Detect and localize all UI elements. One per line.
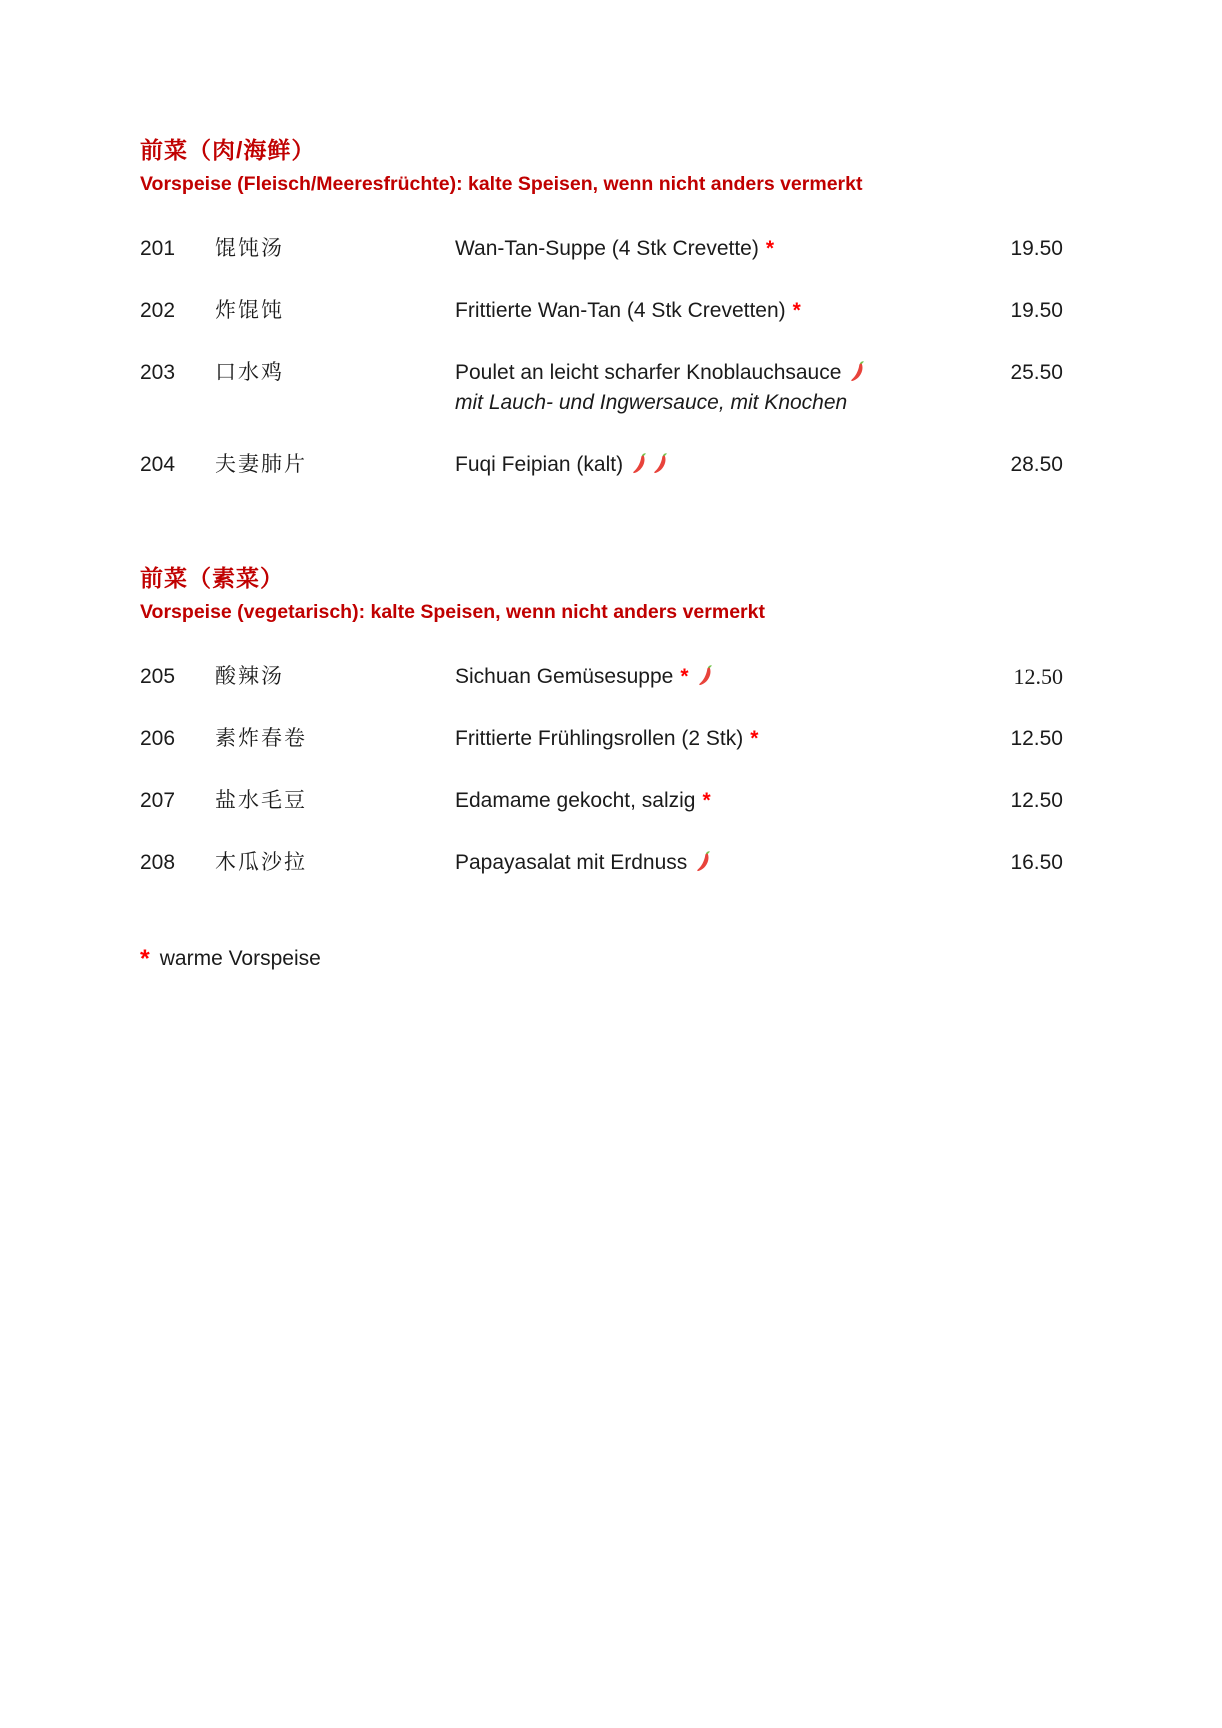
item-description: Fuqi Feipian (kalt) xyxy=(455,453,624,476)
chili-icon xyxy=(653,452,669,475)
section-subtitle: Vorspeise (Fleisch/Meeresfrüchte): kalte Speisen, wenn nicht anders vermerkt xyxy=(140,173,863,195)
menu-row xyxy=(140,296,1063,326)
section-rows xyxy=(140,662,1063,878)
menu-row xyxy=(140,234,1063,264)
spice-icons xyxy=(845,361,866,384)
item-price: 12.50 xyxy=(1010,789,1063,812)
warm-asterisk: * xyxy=(750,727,759,750)
chili-icon xyxy=(698,664,714,687)
item-name-zh: 木瓜沙拉 xyxy=(215,851,307,874)
section-title-zh: 前菜（素菜） xyxy=(140,565,284,591)
section-title-zh: 前菜（肉/海鲜） xyxy=(140,137,316,163)
item-number: 201 xyxy=(140,237,176,260)
item-number: 207 xyxy=(140,789,176,812)
item-number: 206 xyxy=(140,727,176,750)
footnote xyxy=(140,944,321,974)
item-description-cell xyxy=(455,234,951,264)
item-description-cell xyxy=(455,358,951,418)
warm-asterisk: * xyxy=(702,789,711,812)
item-name-zh: 盐水毛豆 xyxy=(215,789,307,812)
item-name-zh: 素炸春卷 xyxy=(215,727,307,750)
item-description: Frittierte Wan-Tan (4 Stk Crevetten) xyxy=(455,299,786,322)
item-number: 208 xyxy=(140,851,176,874)
item-description: Poulet an leicht scharfer Knoblauchsauce xyxy=(455,361,842,384)
spice-icons xyxy=(627,453,669,476)
item-price: 12.50 xyxy=(1010,727,1063,750)
item-price: 12.50 xyxy=(1013,664,1063,689)
menu-row xyxy=(140,848,1063,878)
item-price: 16.50 xyxy=(1010,851,1063,874)
item-price: 28.50 xyxy=(1010,453,1063,476)
section-subtitle: Vorspeise (vegetarisch): kalte Speisen, wenn nicht anders vermerkt xyxy=(140,601,765,623)
footnote-text: warme Vorspeise xyxy=(159,947,321,970)
item-description: Frittierte Frühlingsrollen (2 Stk) xyxy=(455,727,744,750)
item-number: 202 xyxy=(140,299,176,322)
item-description: Edamame gekocht, salzig xyxy=(455,789,696,812)
item-name-zh: 酸辣汤 xyxy=(215,665,284,688)
item-name-zh: 夫妻肺片 xyxy=(215,453,307,476)
item-description: Sichuan Gemüsesuppe xyxy=(455,665,674,688)
menu-section xyxy=(140,134,1063,512)
warm-asterisk: * xyxy=(680,665,689,688)
section-rows xyxy=(140,234,1063,480)
warm-asterisk: * xyxy=(792,299,801,322)
menu-row xyxy=(140,450,1063,480)
item-description-cell xyxy=(455,724,951,754)
item-price: 25.50 xyxy=(1010,361,1063,384)
item-number: 205 xyxy=(140,665,176,688)
menu-row xyxy=(140,662,1063,692)
item-name-zh: 口水鸡 xyxy=(215,361,284,384)
warm-asterisk: * xyxy=(765,237,775,260)
chili-icon xyxy=(850,360,866,383)
spice-icons xyxy=(691,851,712,874)
item-description-cell xyxy=(455,296,951,326)
item-description: Wan-Tan-Suppe (4 Stk Crevette) xyxy=(455,237,759,260)
item-name-zh: 馄饨汤 xyxy=(215,237,284,260)
item-description-cell xyxy=(455,786,951,816)
chili-icon xyxy=(696,850,712,873)
item-price: 19.50 xyxy=(1010,299,1063,322)
menu-row xyxy=(140,358,1063,418)
item-number: 203 xyxy=(140,361,176,384)
menu-section xyxy=(140,562,1063,910)
chili-icon xyxy=(632,452,648,475)
spice-icons xyxy=(693,665,714,688)
item-price: 19.50 xyxy=(1010,237,1063,260)
item-description-cell xyxy=(455,450,951,480)
item-description-cell xyxy=(455,662,951,692)
item-description: Papayasalat mit Erdnuss xyxy=(455,851,688,874)
item-number: 204 xyxy=(140,453,176,476)
item-name-zh: 炸馄饨 xyxy=(215,299,284,322)
footnote-asterisk: * xyxy=(140,945,150,973)
item-description-cell xyxy=(455,848,951,878)
item-note: mit Lauch- und Ingwersauce, mit Knochen xyxy=(455,391,848,414)
menu-row xyxy=(140,786,1063,816)
menu-row xyxy=(140,724,1063,754)
